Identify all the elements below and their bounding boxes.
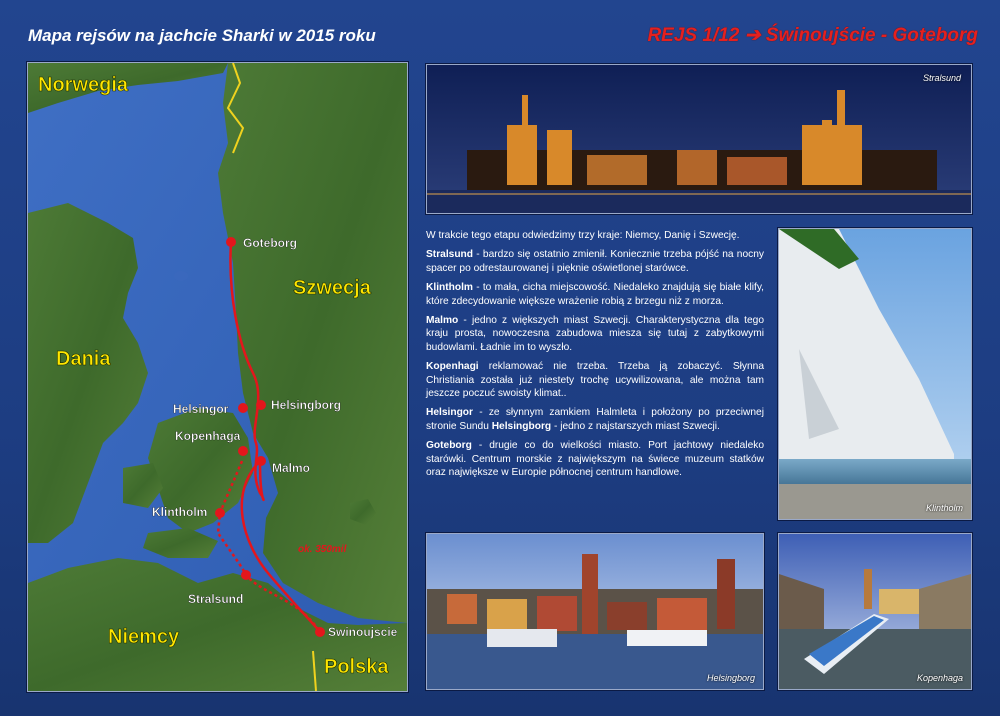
stralsund-text: - bardzo się ostatnio zmienił. Koniecznie trzeba pójść na nocny spacer po odrestaurowanej i pięknie oświetlonej starówce. [426, 249, 764, 274]
kopenhagi-paragraph [426, 360, 764, 400]
label-helsingor: Helsingor [173, 402, 229, 416]
marker-helsingborg[interactable] [256, 400, 266, 410]
label-dania: Dania [56, 348, 111, 370]
route-map-svg [28, 63, 407, 691]
label-norwegia: Norwegia [38, 74, 129, 96]
malmo-name: Malmo [426, 315, 459, 327]
helsingborg-name: Helsingborg [491, 420, 552, 432]
goteborg-text: - drugie co do wielkości miasto. Port jachtowy niedaleko starówki. Centrum morskie z największym na świece muzeum statków oraz największe w Europie północnej centrum handlowe. [426, 440, 764, 479]
photo-kopenhaga [778, 533, 972, 690]
helsingborg-text: - jedno z najstarszych miast Szwecji. [551, 420, 720, 432]
marker-klintholm[interactable] [215, 508, 225, 518]
klintholm-paragraph [426, 281, 764, 308]
malmo-paragraph [426, 314, 764, 354]
intro-paragraph [426, 229, 764, 242]
marker-goteborg[interactable] [226, 237, 236, 247]
cruise-title: REJS 1/12 ➔ Świnoujście - Goteborg [647, 25, 978, 46]
caption-klintholm: Klintholm [925, 503, 963, 513]
caption-kopenhaga: Kopenhaga [916, 673, 963, 683]
photo-stralsund [426, 64, 972, 214]
kopenhagi-text: reklamować nie trzeba. Trzeba ją zobaczyć. Słynna Christiania została już niestety trochę ucywilizowana, ale można tam jeszcze poczuć swoisty klimat.. [426, 361, 764, 400]
label-kopenhaga: Kopenhaga [175, 429, 241, 443]
helsingor-text: - ze słynnym zamkiem Halmleta i położony po przeciwnej stronie Sundu [426, 407, 764, 432]
description [426, 229, 764, 486]
caption-stralsund: Stralsund [922, 73, 961, 83]
label-goteborg: Goteborg [243, 236, 297, 250]
photo-klintholm [778, 228, 972, 520]
stralsund-name: Stralsund [426, 249, 473, 261]
photo-helsingborg [426, 533, 764, 690]
marker-malmo[interactable] [256, 456, 266, 466]
malmo-text: - jedno z większych miast Szwecji. Charakterystyczna dla tego kraju prosta, nowoczesna zabudowa miesza się tutaj z zabytkowymi budowlami. Ładnie im to wyszło. [426, 315, 764, 353]
label-szwecja: Szwecja [293, 277, 371, 299]
klintholm-text: - to mała, cicha miejscowość. Niedaleko znajdują się białe klify, które zdecydowanie większe wrażenie robią z brzegu niż z morza. [426, 282, 764, 307]
marker-stralsund[interactable] [241, 570, 251, 580]
label-helsingborg: Helsingborg [271, 398, 342, 412]
lake [174, 271, 188, 281]
map-title: Mapa rejsów na jachcie Sharki w 2015 roku [28, 26, 376, 45]
klintholm-name: Klintholm [426, 282, 473, 294]
goteborg-paragraph [426, 439, 764, 479]
caption-helsingborg: Helsingborg [706, 673, 755, 683]
goteborg-name: Goteborg [426, 440, 472, 452]
stralsund-paragraph [426, 248, 764, 275]
route-map [27, 62, 408, 692]
marker-helsingor[interactable] [238, 403, 248, 413]
marker-kopenhaga[interactable] [238, 446, 248, 456]
marker-swinoujscie[interactable] [315, 627, 325, 637]
label-niemcy: Niemcy [108, 626, 180, 648]
label-malmo: Malmo [272, 461, 311, 475]
label-distance: ok. 350mil [298, 544, 347, 555]
kopenhagi-name: Kopenhagi [426, 361, 479, 373]
label-swinoujscie: Swinoujscie [328, 625, 398, 639]
label-polska: Polska [324, 656, 389, 678]
label-klintholm: Klintholm [152, 505, 208, 519]
helsingor-paragraph [426, 406, 764, 433]
helsingor-name: Helsingor [426, 407, 473, 419]
intro-text: W trakcie tego etapu odwiedzimy trzy kraje: Niemcy, Danię i Szwecję. [426, 230, 740, 241]
label-stralsund: Stralsund [188, 592, 244, 606]
